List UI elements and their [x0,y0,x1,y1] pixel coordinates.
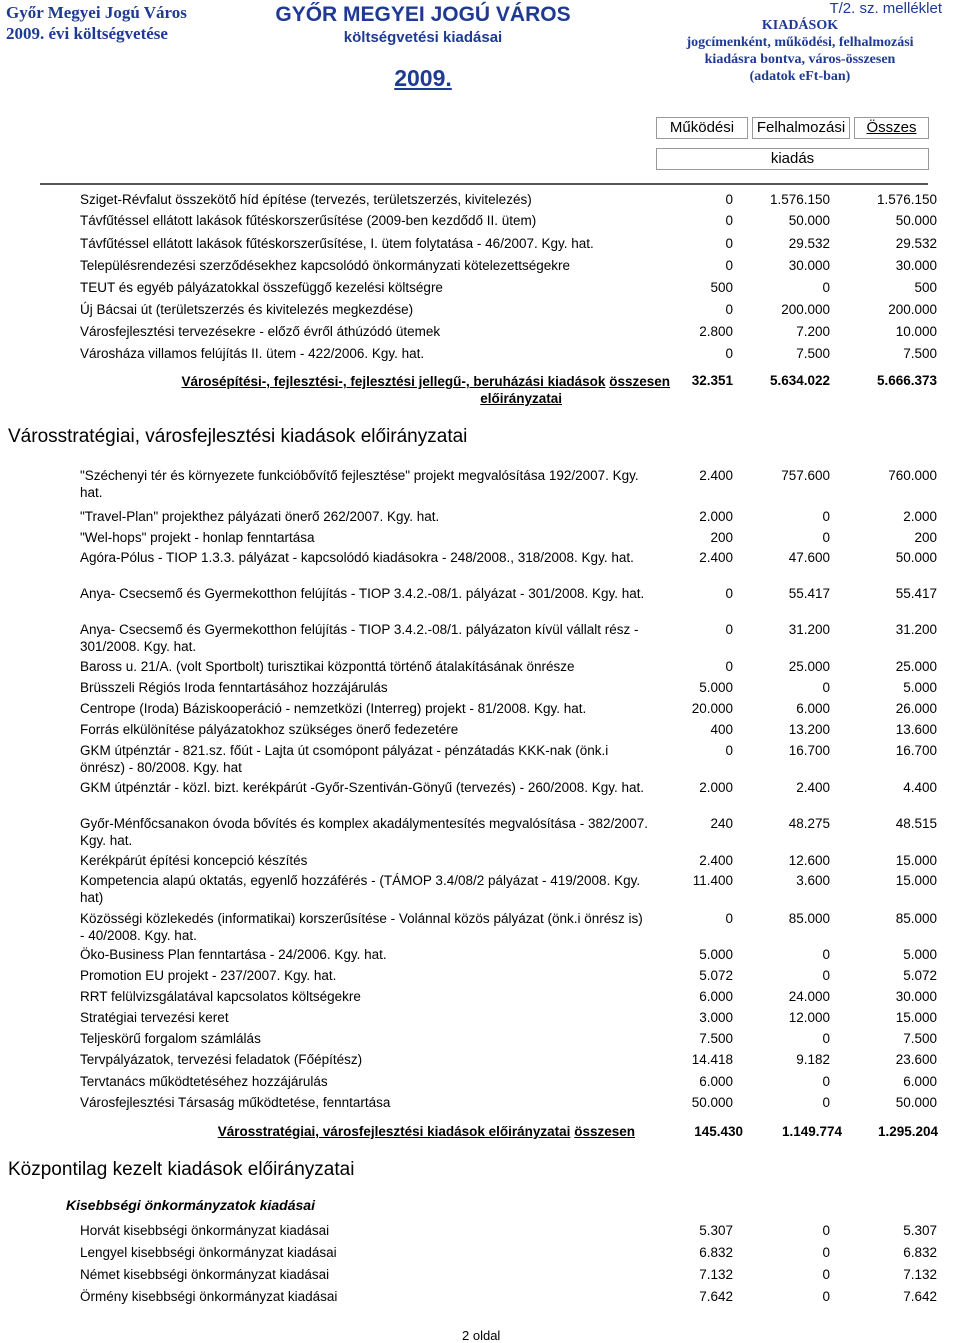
strategy-total-label [110,1124,635,1139]
row-capital-value: 0 [822,680,830,695]
row-capital-value: 16.700 [788,743,830,758]
row-operating-value: 0 [725,236,733,251]
row-operating-value: 0 [725,213,733,228]
row-capital-value: 0 [822,1289,830,1304]
row-capital-value: 85.000 [788,911,830,926]
column-header-operating: Működési [656,117,748,139]
row-operating-value: 240 [710,816,733,831]
row-capital-value: 0 [822,1074,830,1089]
row-capital-value: 6.000 [796,701,830,716]
row-capital-value: 12.600 [788,853,830,868]
row-operating-value: 14.418 [691,1052,733,1067]
row-operating-value: 6.832 [699,1245,733,1260]
row-operating-value: 2.400 [699,853,733,868]
row-operating-value: 2.000 [699,780,733,795]
row-label: Teljeskörű forgalom számlálás [80,1031,261,1046]
row-total-value: 4.400 [903,780,937,795]
row-total-value: 16.700 [895,743,937,758]
row-operating-value: 0 [725,659,733,674]
row-label: RRT felülvizsgálatával kapcsolatos költségekre [80,989,361,1004]
row-label: Közösségi közlekedés (informatikai) korszerűsítése - Volánnal közös pályázat (önk.i önrész is) - 40/2008. Kgy. hat. [80,911,643,943]
column-header-capital: Felhalmozási [752,117,850,139]
row-label: Baross u. 21/A. (volt Sportbolt) turisztikai központtá történő átalakításának önrésze [80,659,575,674]
row-label: Öko-Business Plan fenntartása - 24/2006. Kgy. hat. [80,947,387,962]
construction-total-text-line2: előirányzatai [480,391,562,406]
row-label: Kompetencia alapú oktatás, egyenlő hozzáférés - (TÁMOP 3.4/08/2 pályázat - 419/2008. Kgy. hat) [80,873,641,905]
row-total-value: 25.000 [895,659,937,674]
row-label: "Travel-Plan" projekthez pályázati önerő 262/2007. Kgy. hat. [80,509,440,524]
row-total-value: 50.000 [895,550,937,565]
row-total-value: 200 [914,530,937,545]
strategy-total-all: 1.295.204 [877,1124,938,1139]
row-label: Sziget-Révfalut összekötő híd építése (tervezés, területszerzés, kivitelezés) [80,192,532,207]
row-operating-value: 200 [710,530,733,545]
row-label: Tervtanács működtetéséhez hozzájárulás [80,1074,328,1089]
row-total-value: 5.000 [903,680,937,695]
row-total-value: 85.000 [895,911,937,926]
row-capital-value: 31.200 [788,622,830,637]
row-operating-value: 0 [725,346,733,361]
row-operating-value: 0 [725,911,733,926]
strategy-total-operating: 145.430 [694,1124,743,1139]
row-label: Távfűtéssel ellátott lakások fűtéskorszerűsítése, I. ütem folytatása - 46/2007. Kgy. hat. [80,236,594,251]
row-total-value: 29.532 [895,236,937,251]
row-operating-value: 11.400 [692,873,733,888]
row-label: Tervpályázatok, tervezési feladatok (Főépítész) [80,1052,363,1067]
row-capital-value: 0 [822,1245,830,1260]
header-subtitle: költségvetési kiadásai [343,29,503,46]
row-operating-value: 2.400 [699,468,733,483]
row-total-value: 6.000 [903,1074,937,1089]
row-capital-value: 9.182 [796,1052,830,1067]
row-operating-value: 0 [725,302,733,317]
header-right-line1: KIADÁSOK [761,18,839,33]
row-operating-value: 6.000 [699,989,733,1004]
row-operating-value: 2.400 [699,550,733,565]
row-label: Centrope (Iroda) Báziskooperáció - nemzetközi (Interreg) projekt - 81/2008. Kgy. hat. [80,701,587,716]
row-total-value: 7.132 [903,1267,937,1282]
row-total-value: 5.307 [903,1223,937,1238]
row-label: "Wel-hops" projekt - honlap fenntartása [80,530,315,545]
row-label: Agóra-Pólus - TIOP 1.3.3. pályázat - kapcsolódó kiadásokra - 248/2008., 318/2008. Kgy. hat. [80,550,634,565]
row-label: GKM útpénztár - közl. bizt. kerékpárút -Győr-Szentiván-Gönyű (tervezés) - 260/2008. Kgy. hat. [80,780,644,795]
row-capital-value: 13.200 [788,722,830,737]
row-operating-value: 0 [725,192,733,207]
row-total-value: 5.072 [903,968,937,983]
header-left-line2: 2009. évi költségvetése [6,24,168,43]
row-label: Brüsszeli Régiós Iroda fenntartásához hozzájárulás [80,680,388,695]
row-capital-value: 7.500 [796,346,830,361]
row-label: Kerékpárút építési koncepció készítés [80,853,308,868]
header-right [660,17,940,85]
row-capital-value: 0 [822,509,830,524]
header-rule [40,183,928,185]
row-capital-value: 30.000 [788,258,830,273]
row-total-value: 7.500 [903,346,937,361]
row-total-value: 13.600 [895,722,937,737]
row-total-value: 5.000 [903,947,937,962]
strategy-total-capital: 1.149.774 [781,1124,842,1139]
header-right-line3: kiadásra bontva, város-összesen [704,52,896,67]
row-label: TEUT és egyéb pályázatokkal összefüggő kezelési költségre [80,280,443,295]
row-capital-value: 0 [822,968,830,983]
row-total-value: 50.000 [895,1095,937,1110]
row-total-value: 15.000 [895,853,937,868]
central-section-title: Központilag kezelt kiadások előirányzatai [8,1159,355,1180]
construction-total-operating: 32.351 [691,373,733,388]
row-operating-value: 2.000 [699,509,733,524]
row-operating-value: 0 [725,622,733,637]
row-total-value: 23.600 [895,1052,937,1067]
construction-total-word: összesen [609,374,670,389]
row-label: Stratégiai tervezési keret [80,1010,229,1025]
row-capital-value: 0 [822,530,830,545]
strategy-section-title: Városstratégiai, városfejlesztési kiadások előirányzatai [8,426,468,447]
row-total-value: 26.000 [895,701,937,716]
row-total-value: 15.000 [895,873,937,888]
row-capital-value: 0 [822,1031,830,1046]
row-label: GKM útpénztár - 821.sz. főút - Lajta út csomópont pályázat - pénzátadás KKK-nak (önk.i önrész) - 80/2008. Kgy. hat [80,743,609,775]
row-operating-value: 20.000 [691,701,733,716]
row-capital-value: 0 [822,1095,830,1110]
row-operating-value: 3.000 [699,1010,733,1025]
row-operating-value: 5.072 [699,968,733,983]
row-total-value: 6.832 [903,1245,937,1260]
row-label: "Széchenyi tér és környezete funkcióbővítő fejlesztése" projekt megvalósítása 192/2007. Kgy. hat. [80,468,639,500]
header-year: 2009. [394,65,452,91]
row-operating-value: 7.500 [699,1031,733,1046]
column-subheader-expenditure: kiadás [656,148,929,170]
row-total-value: 200.000 [888,302,937,317]
row-operating-value: 7.642 [699,1289,733,1304]
row-label: Városfejlesztési Társaság működtetése, fenntartása [80,1095,391,1110]
row-operating-value: 5.307 [699,1223,733,1238]
row-total-value: 50.000 [895,213,937,228]
row-label: Új Bácsai út (területszerzés és kivitelezés megkezdése) [80,302,414,317]
row-operating-value: 7.132 [699,1267,733,1282]
row-capital-value: 48.275 [788,816,830,831]
row-total-value: 1.576.150 [876,192,937,207]
row-operating-value: 2.800 [699,324,733,339]
header-right-line2: jogcímenként, működési, felhalmozási [686,35,914,50]
row-capital-value: 0 [822,1267,830,1282]
row-label: Győr-Ménfőcsanakon óvoda bővítés és komplex akadálymentesítés megvalósítása - 382/2007. Kgy. hat. [80,816,649,848]
row-label: Forrás elkülönítése pályázatokhoz szükséges önerő fedezetére [80,722,459,737]
row-operating-value: 0 [725,258,733,273]
construction-total-label [110,373,670,407]
row-total-value: 10.000 [895,324,937,339]
row-operating-value: 500 [710,280,733,295]
row-capital-value: 0 [822,1223,830,1238]
row-capital-value: 200.000 [781,302,830,317]
row-capital-value: 25.000 [788,659,830,674]
row-capital-value: 1.576.150 [769,192,830,207]
row-capital-value: 47.600 [788,550,830,565]
row-capital-value: 29.532 [788,236,830,251]
row-capital-value: 12.000 [788,1010,830,1025]
row-label: Távfűtéssel ellátott lakások fűtéskorszerűsítése (2009-ben kezdődő II. ütem) [80,213,537,228]
row-operating-value: 400 [710,722,733,737]
row-label: Anya- Csecsemő és Gyermekotthon felújítás - TIOP 3.4.2.-08/1. pályázat - 301/2008. Kgy. hat. [80,586,645,601]
row-capital-value: 0 [822,280,830,295]
row-total-value: 2.000 [903,509,937,524]
row-total-value: 30.000 [895,989,937,1004]
row-total-value: 15.000 [895,1010,937,1025]
row-capital-value: 24.000 [788,989,830,1004]
row-total-value: 55.417 [895,586,937,601]
row-label: Horvát kisebbségi önkormányzat kiadásai [80,1223,330,1238]
header-left-line1: Győr Megyei Jogú Város [6,3,187,22]
row-total-value: 500 [914,280,937,295]
row-total-value: 760.000 [888,468,937,483]
row-label: Anya- Csecsemő és Gyermekotthon felújítás - TIOP 3.4.2.-08/1. pályázaton kívül vállalt rész - 301/2008. Kgy. hat. [80,622,639,654]
construction-total-text: Városépítési-, fejlesztési-, fejlesztési jellegű-, beruházási kiadások [181,374,606,389]
row-operating-value: 0 [725,743,733,758]
strategy-total-word: összesen [574,1124,635,1139]
row-capital-value: 55.417 [788,586,830,601]
appendix-tag: T/2. sz. melléklet [829,0,942,17]
strategy-total-text: Városstratégiai, városfejlesztési kiadások előirányzatai [217,1124,571,1139]
row-label: Településrendezési szerződésekhez kapcsolódó önkormányzati kötelezettségekre [80,258,571,273]
row-total-value: 48.515 [895,816,937,831]
row-label: Városháza villamos felújítás II. ütem - 422/2006. Kgy. hat. [80,346,425,361]
header-right-line4: (adatok eFt-ban) [749,69,851,84]
row-label: Lengyel kisebbségi önkormányzat kiadásai [80,1245,337,1260]
row-capital-value: 3.600 [796,873,830,888]
column-header-total: Összes [854,117,929,139]
row-capital-value: 2.400 [796,780,830,795]
row-operating-value: 50.000 [691,1095,733,1110]
row-capital-value: 757.600 [781,468,830,483]
row-label: Promotion EU projekt - 237/2007. Kgy. hat. [80,968,337,983]
row-operating-value: 6.000 [699,1074,733,1089]
minority-subsection-title: Kisebbségi önkormányzatok kiadásai [66,1197,315,1213]
page-number: 2 oldal [462,1328,501,1343]
row-capital-value: 50.000 [788,213,830,228]
header-left [6,2,187,44]
row-total-value: 31.200 [895,622,937,637]
row-operating-value: 0 [725,586,733,601]
construction-total-all: 5.666.373 [876,373,937,388]
row-label: Örmény kisebbségi önkormányzat kiadásai [80,1289,338,1304]
row-total-value: 7.642 [903,1289,937,1304]
row-operating-value: 5.000 [699,680,733,695]
row-operating-value: 5.000 [699,947,733,962]
row-label: Német kisebbségi önkormányzat kiadásai [80,1267,330,1282]
row-total-value: 7.500 [903,1031,937,1046]
row-capital-value: 7.200 [796,324,830,339]
header-center [268,2,578,92]
header-city-title: GYŐR MEGYEI JOGÚ VÁROS [275,3,571,26]
row-label: Városfejlesztési tervezésekre - előző évről áthúzódó ütemek [80,324,441,339]
row-total-value: 30.000 [895,258,937,273]
row-capital-value: 0 [822,947,830,962]
construction-total-capital: 5.634.022 [769,373,830,388]
